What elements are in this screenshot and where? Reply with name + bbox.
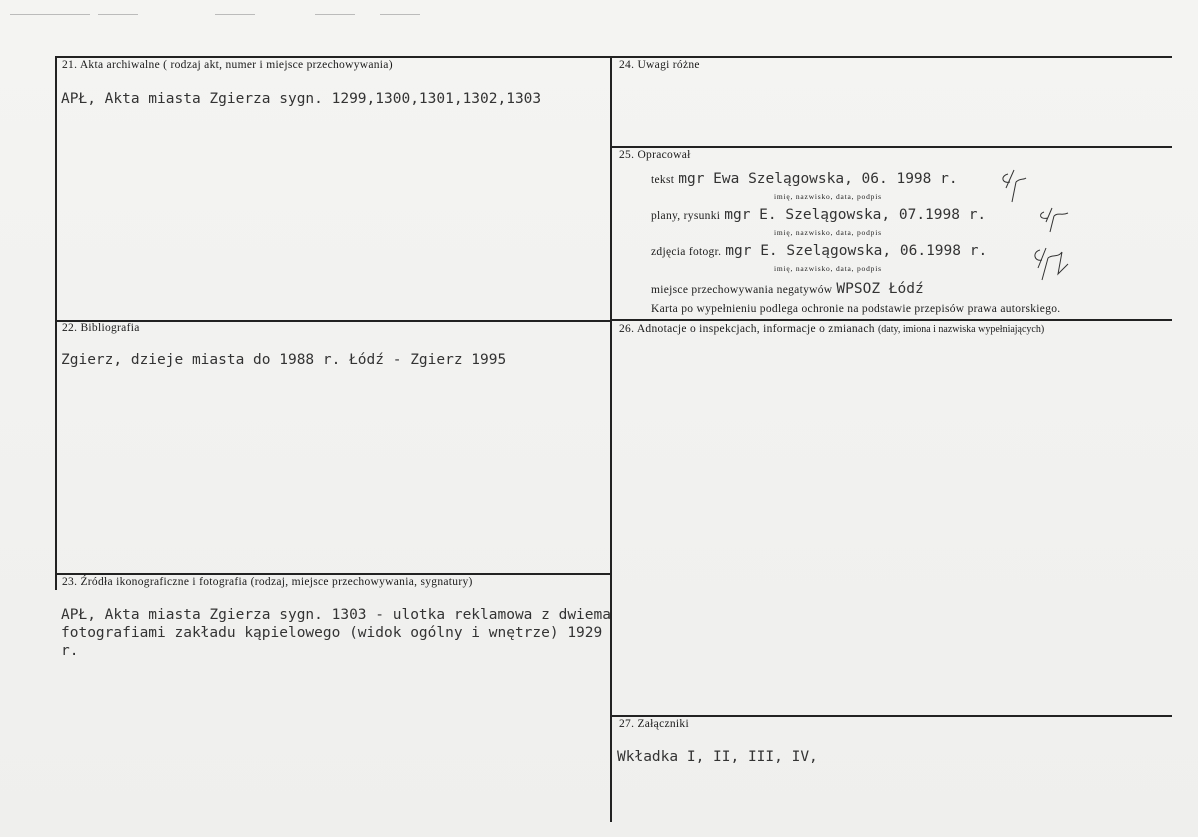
section-26-title-small: (daty, imiona i nazwiska wypełniających) [877, 324, 1045, 335]
negatywy-label: miejsce przechowywania negatywów [651, 284, 833, 296]
zdjecia-label: zdjęcia fotogr. [651, 246, 722, 258]
rule-vertical-left [55, 56, 57, 590]
rule-top [55, 56, 1172, 58]
plany-value: mgr E. Szelągowska, 07.1998 r. [724, 207, 987, 223]
negatywy-row [651, 280, 924, 298]
section-27-value: Wkładka I, II, III, IV, [617, 749, 818, 765]
section-23-title: 23. Źródła ikonograficzne i fotografia (rodzaj, miejsce przechowywania, sygnatury) [62, 576, 473, 588]
tekst-caption: imię, nazwisko, data, podpis [774, 192, 882, 201]
section-24-title: 24. Uwagi różne [619, 59, 700, 71]
signature-tekst [996, 168, 1036, 204]
rule-left-23 [55, 573, 612, 575]
signature-plany [1036, 204, 1076, 234]
section-22-title: 22. Bibliografia [62, 322, 140, 334]
section-25-title: 25. Opracował [619, 149, 691, 161]
tekst-label: tekst [651, 174, 675, 186]
negatywy-value: WPSOZ Łódź [836, 281, 924, 297]
section-26-title-main: 26. Adnotacje o inspekcjach, informacje o zmianach [619, 323, 875, 335]
rule-vertical-middle [610, 56, 612, 822]
tekst-value: mgr Ewa Szelągowska, 06. 1998 r. [678, 171, 958, 187]
section-21-value: APŁ, Akta miasta Zgierza sygn. 1299,1300,1301,1302,1303 [61, 91, 542, 107]
zdjecia-value: mgr E. Szelągowska, 06.1998 r. [725, 243, 988, 259]
zdjecia-row [651, 242, 987, 260]
plany-row [651, 206, 986, 224]
section-27-title: 27. Załączniki [619, 718, 689, 730]
scan-top-marks [0, 14, 420, 16]
section-21-title: 21. Akta archiwalne ( rodzaj akt, numer i miejsce przechowywania) [62, 59, 393, 71]
section-26-title [619, 323, 1044, 335]
rule-right-26 [610, 319, 1172, 321]
section-23-value: APŁ, Akta miasta Zgierza sygn. 1303 - ulotka reklamowa z dwiema fotografiami zakładu kąpielowego (widok ogólny i wnętrze) 1929 r. [61, 607, 611, 659]
plany-label: plany, rysunki [651, 210, 721, 222]
rule-right-25 [610, 146, 1172, 148]
copyright-note: Karta po wypełnieniu podlega ochronie na podstawie przepisów prawa autorskiego. [651, 303, 1061, 315]
plany-caption: imię, nazwisko, data, podpis [774, 228, 882, 237]
zdjecia-caption: imię, nazwisko, data, podpis [774, 264, 882, 273]
signature-zdjecia [1028, 244, 1074, 282]
tekst-row [651, 170, 958, 188]
rule-right-27 [610, 715, 1172, 717]
section-22-value: Zgierz, dzieje miasta do 1988 r. Łódź - Zgierz 1995 [61, 352, 507, 368]
